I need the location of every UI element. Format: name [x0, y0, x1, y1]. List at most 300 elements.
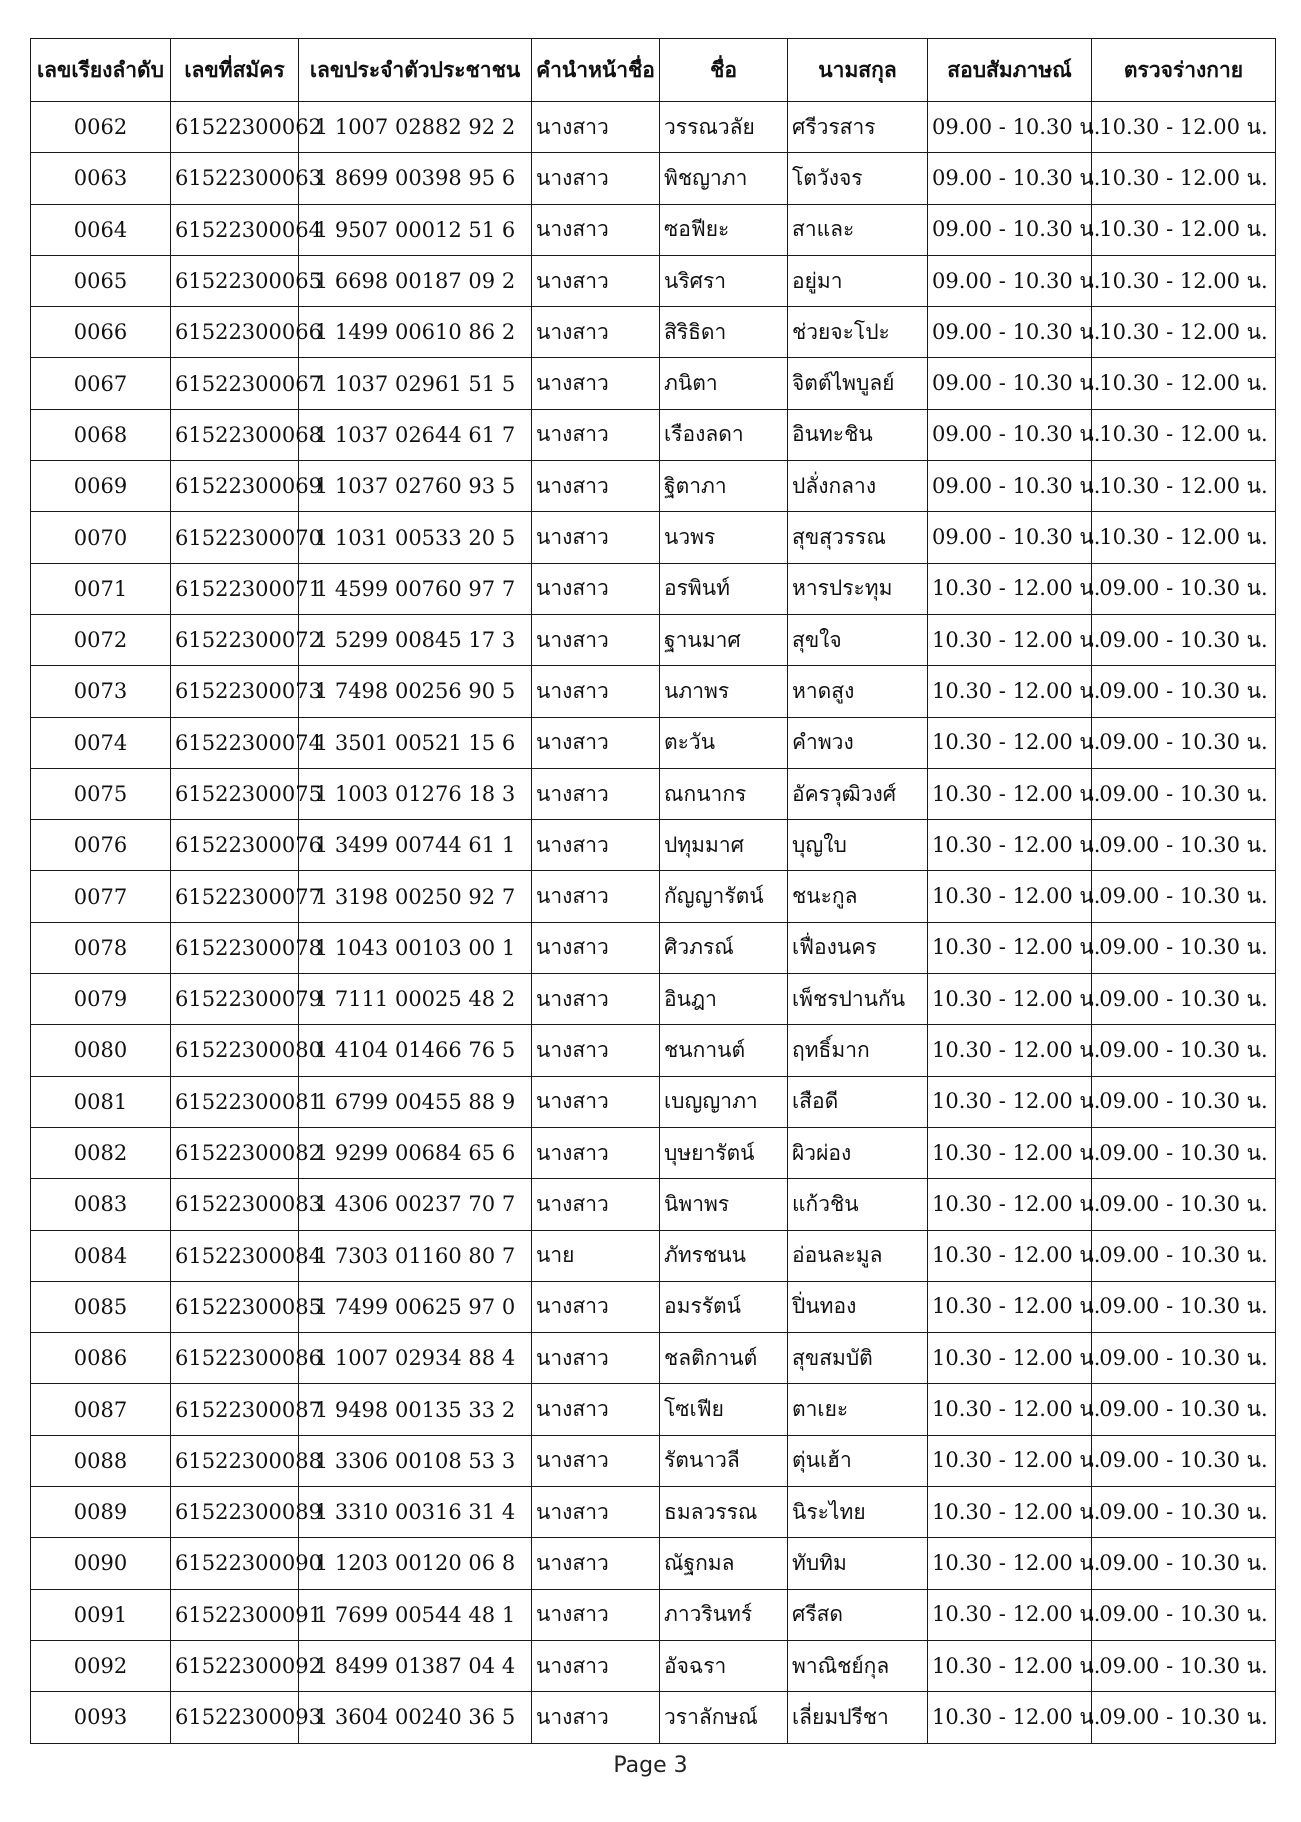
cell-physical-time: 09.00 - 10.30 น. — [1092, 871, 1276, 922]
cell-interview-time: 10.30 - 12.00 น. — [928, 1487, 1092, 1538]
cell-last-name: เพ็ชรปานกัน — [788, 974, 928, 1025]
cell-last-name: นิระไทย — [788, 1487, 928, 1538]
cell-national-id: 1 3306 00108 53 3 — [299, 1435, 532, 1486]
cell-physical-time: 10.30 - 12.00 น. — [1092, 461, 1276, 512]
cell-national-id: 1 7499 00625 97 0 — [299, 1281, 532, 1332]
cell-seq: 0072 — [31, 614, 171, 665]
cell-national-id: 1 1037 02760 93 5 — [299, 461, 532, 512]
cell-physical-time: 09.00 - 10.30 น. — [1092, 1487, 1276, 1538]
cell-title: นางสาว — [532, 1179, 660, 1230]
cell-interview-time: 10.30 - 12.00 น. — [928, 768, 1092, 819]
cell-national-id: 1 8699 00398 95 6 — [299, 153, 532, 204]
cell-title: นางสาว — [532, 871, 660, 922]
cell-seq: 0077 — [31, 871, 171, 922]
cell-physical-time: 09.00 - 10.30 น. — [1092, 974, 1276, 1025]
cell-app-no: 61522300085 — [171, 1281, 299, 1332]
cell-app-no: 61522300062 — [171, 102, 299, 153]
cell-app-no: 61522300079 — [171, 974, 299, 1025]
cell-title: นางสาว — [532, 1589, 660, 1640]
cell-first-name: ศิวภรณ์ — [660, 922, 788, 973]
cell-app-no: 61522300071 — [171, 563, 299, 614]
cell-first-name: อัจฉรา — [660, 1640, 788, 1691]
cell-seq: 0091 — [31, 1589, 171, 1640]
cell-national-id: 1 9507 00012 51 6 — [299, 204, 532, 255]
cell-title: นางสาว — [532, 102, 660, 153]
cell-first-name: ภัทรชนน — [660, 1230, 788, 1281]
table-row — [31, 461, 1276, 512]
cell-first-name: ปทุมมาศ — [660, 820, 788, 871]
cell-title: นางสาว — [532, 307, 660, 358]
table-row — [31, 922, 1276, 973]
cell-physical-time: 09.00 - 10.30 น. — [1092, 1025, 1276, 1076]
table-body — [31, 102, 1276, 1744]
cell-national-id: 1 3198 00250 92 7 — [299, 871, 532, 922]
cell-last-name: คำพวง — [788, 717, 928, 768]
cell-seq: 0087 — [31, 1384, 171, 1435]
cell-app-no: 61522300065 — [171, 255, 299, 306]
cell-seq: 0093 — [31, 1692, 171, 1743]
cell-title: นางสาว — [532, 204, 660, 255]
table-row — [31, 102, 1276, 153]
cell-first-name: กัญญารัตน์ — [660, 871, 788, 922]
cell-physical-time: 09.00 - 10.30 น. — [1092, 1692, 1276, 1743]
cell-title: นางสาว — [532, 255, 660, 306]
cell-interview-time: 10.30 - 12.00 น. — [928, 1127, 1092, 1178]
document-sheet — [30, 38, 1275, 1744]
cell-last-name: ทับทิม — [788, 1538, 928, 1589]
cell-app-no: 61522300073 — [171, 666, 299, 717]
cell-interview-time: 10.30 - 12.00 น. — [928, 563, 1092, 614]
header-national-id: เลขประจำตัวประชาชน — [299, 39, 532, 102]
cell-first-name: ธมลวรรณ — [660, 1487, 788, 1538]
cell-seq: 0069 — [31, 461, 171, 512]
cell-first-name: นริศรา — [660, 255, 788, 306]
table-row — [31, 307, 1276, 358]
cell-national-id: 1 7111 00025 48 2 — [299, 974, 532, 1025]
cell-last-name: ศรีวรสาร — [788, 102, 928, 153]
cell-title: นางสาว — [532, 820, 660, 871]
cell-seq: 0065 — [31, 255, 171, 306]
cell-app-no: 61522300063 — [171, 153, 299, 204]
cell-physical-time: 09.00 - 10.30 น. — [1092, 922, 1276, 973]
table-row — [31, 768, 1276, 819]
cell-seq: 0089 — [31, 1487, 171, 1538]
cell-last-name: ช่วยจะโปะ — [788, 307, 928, 358]
table-row — [31, 512, 1276, 563]
cell-title: นางสาว — [532, 666, 660, 717]
cell-title: นางสาว — [532, 1076, 660, 1127]
cell-app-no: 61522300069 — [171, 461, 299, 512]
cell-national-id: 1 8499 01387 04 4 — [299, 1640, 532, 1691]
cell-seq: 0081 — [31, 1076, 171, 1127]
cell-title: นางสาว — [532, 717, 660, 768]
cell-seq: 0062 — [31, 102, 171, 153]
table-row — [31, 1025, 1276, 1076]
cell-first-name: ซอฟียะ — [660, 204, 788, 255]
cell-app-no: 61522300078 — [171, 922, 299, 973]
cell-first-name: อินฎา — [660, 974, 788, 1025]
cell-seq: 0084 — [31, 1230, 171, 1281]
cell-interview-time: 09.00 - 10.30 น. — [928, 461, 1092, 512]
cell-last-name: อยู่มา — [788, 255, 928, 306]
cell-seq: 0066 — [31, 307, 171, 358]
cell-physical-time: 09.00 - 10.30 น. — [1092, 563, 1276, 614]
cell-app-no: 61522300080 — [171, 1025, 299, 1076]
cell-last-name: เลี่ยมปรีชา — [788, 1692, 928, 1743]
cell-physical-time: 09.00 - 10.30 น. — [1092, 1435, 1276, 1486]
cell-physical-time: 09.00 - 10.30 น. — [1092, 1640, 1276, 1691]
cell-interview-time: 09.00 - 10.30 น. — [928, 409, 1092, 460]
cell-last-name: หาดสูง — [788, 666, 928, 717]
cell-last-name: พาณิชย์กุล — [788, 1640, 928, 1691]
cell-seq: 0085 — [31, 1281, 171, 1332]
cell-physical-time: 09.00 - 10.30 น. — [1092, 1127, 1276, 1178]
cell-last-name: หารประทุม — [788, 563, 928, 614]
cell-interview-time: 09.00 - 10.30 น. — [928, 255, 1092, 306]
cell-app-no: 61522300093 — [171, 1692, 299, 1743]
cell-national-id: 1 1031 00533 20 5 — [299, 512, 532, 563]
table-row — [31, 871, 1276, 922]
cell-physical-time: 09.00 - 10.30 น. — [1092, 1589, 1276, 1640]
cell-seq: 0092 — [31, 1640, 171, 1691]
header-first-name: ชื่อ — [660, 39, 788, 102]
cell-national-id: 1 3501 00521 15 6 — [299, 717, 532, 768]
cell-app-no: 61522300082 — [171, 1127, 299, 1178]
table-row — [31, 409, 1276, 460]
cell-first-name: ณัฐกมล — [660, 1538, 788, 1589]
cell-national-id: 1 1499 00610 86 2 — [299, 307, 532, 358]
cell-physical-time: 10.30 - 12.00 น. — [1092, 204, 1276, 255]
cell-physical-time: 09.00 - 10.30 น. — [1092, 1230, 1276, 1281]
cell-national-id: 1 6698 00187 09 2 — [299, 255, 532, 306]
cell-first-name: ชนกานต์ — [660, 1025, 788, 1076]
cell-title: นางสาว — [532, 1025, 660, 1076]
cell-physical-time: 10.30 - 12.00 น. — [1092, 358, 1276, 409]
cell-physical-time: 09.00 - 10.30 น. — [1092, 717, 1276, 768]
cell-national-id: 1 1037 02644 61 7 — [299, 409, 532, 460]
table-row — [31, 204, 1276, 255]
cell-interview-time: 10.30 - 12.00 น. — [928, 820, 1092, 871]
cell-interview-time: 10.30 - 12.00 น. — [928, 1230, 1092, 1281]
cell-first-name: อรพินท์ — [660, 563, 788, 614]
cell-title: นางสาว — [532, 922, 660, 973]
cell-first-name: พิชญาภา — [660, 153, 788, 204]
cell-title: นางสาว — [532, 1435, 660, 1486]
table-row — [31, 1179, 1276, 1230]
cell-first-name: สิริธิดา — [660, 307, 788, 358]
cell-app-no: 61522300070 — [171, 512, 299, 563]
cell-interview-time: 10.30 - 12.00 น. — [928, 871, 1092, 922]
cell-national-id: 1 1043 00103 00 1 — [299, 922, 532, 973]
cell-app-no: 61522300075 — [171, 768, 299, 819]
cell-title: นางสาว — [532, 1640, 660, 1691]
cell-title: นางสาว — [532, 1692, 660, 1743]
cell-last-name: เสือดี — [788, 1076, 928, 1127]
cell-seq: 0073 — [31, 666, 171, 717]
table-row — [31, 1640, 1276, 1691]
cell-app-no: 61522300083 — [171, 1179, 299, 1230]
cell-last-name: จิตต์ไพบูลย์ — [788, 358, 928, 409]
cell-interview-time: 10.30 - 12.00 น. — [928, 974, 1092, 1025]
cell-first-name: ชลติกานต์ — [660, 1333, 788, 1384]
header-row — [31, 39, 1276, 102]
cell-app-no: 61522300084 — [171, 1230, 299, 1281]
cell-interview-time: 10.30 - 12.00 น. — [928, 1538, 1092, 1589]
cell-physical-time: 10.30 - 12.00 น. — [1092, 102, 1276, 153]
cell-seq: 0078 — [31, 922, 171, 973]
cell-first-name: ฐานมาศ — [660, 614, 788, 665]
cell-interview-time: 10.30 - 12.00 น. — [928, 1281, 1092, 1332]
table-row — [31, 1281, 1276, 1332]
cell-physical-time: 09.00 - 10.30 น. — [1092, 614, 1276, 665]
cell-app-no: 61522300074 — [171, 717, 299, 768]
table-row — [31, 563, 1276, 614]
cell-physical-time: 10.30 - 12.00 น. — [1092, 255, 1276, 306]
cell-app-no: 61522300090 — [171, 1538, 299, 1589]
cell-national-id: 1 3499 00744 61 1 — [299, 820, 532, 871]
header-interview: สอบสัมภาษณ์ — [928, 39, 1092, 102]
cell-first-name: ณกนากร — [660, 768, 788, 819]
cell-title: นางสาว — [532, 461, 660, 512]
cell-national-id: 1 7498 00256 90 5 — [299, 666, 532, 717]
cell-last-name: ตาเยะ — [788, 1384, 928, 1435]
header-seq: เลขเรียงลำดับ — [31, 39, 171, 102]
table-row — [31, 1384, 1276, 1435]
cell-interview-time: 09.00 - 10.30 น. — [928, 307, 1092, 358]
cell-title: นางสาว — [532, 358, 660, 409]
table-row — [31, 1487, 1276, 1538]
cell-seq: 0076 — [31, 820, 171, 871]
cell-app-no: 61522300091 — [171, 1589, 299, 1640]
cell-title: นางสาว — [532, 768, 660, 819]
cell-national-id: 1 3310 00316 31 4 — [299, 1487, 532, 1538]
cell-national-id: 1 1003 01276 18 3 — [299, 768, 532, 819]
cell-interview-time: 10.30 - 12.00 น. — [928, 717, 1092, 768]
cell-interview-time: 09.00 - 10.30 น. — [928, 153, 1092, 204]
cell-last-name: ตุ่นเฮ้า — [788, 1435, 928, 1486]
table-row — [31, 666, 1276, 717]
table-row — [31, 153, 1276, 204]
cell-first-name: เรืองลดา — [660, 409, 788, 460]
cell-interview-time: 10.30 - 12.00 น. — [928, 1025, 1092, 1076]
cell-seq: 0063 — [31, 153, 171, 204]
cell-physical-time: 10.30 - 12.00 น. — [1092, 153, 1276, 204]
cell-seq: 0082 — [31, 1127, 171, 1178]
cell-physical-time: 09.00 - 10.30 น. — [1092, 820, 1276, 871]
cell-title: นางสาว — [532, 1384, 660, 1435]
cell-national-id: 1 9299 00684 65 6 — [299, 1127, 532, 1178]
cell-app-no: 61522300064 — [171, 204, 299, 255]
table-header — [31, 39, 1276, 102]
cell-title: นางสาว — [532, 1538, 660, 1589]
cell-seq: 0070 — [31, 512, 171, 563]
cell-interview-time: 10.30 - 12.00 น. — [928, 1589, 1092, 1640]
cell-national-id: 1 1007 02934 88 4 — [299, 1333, 532, 1384]
header-physical: ตรวจร่างกาย — [1092, 39, 1276, 102]
cell-first-name: ฐิตาภา — [660, 461, 788, 512]
table-row — [31, 358, 1276, 409]
cell-interview-time: 09.00 - 10.30 น. — [928, 358, 1092, 409]
cell-national-id: 1 1037 02961 51 5 — [299, 358, 532, 409]
cell-interview-time: 10.30 - 12.00 น. — [928, 666, 1092, 717]
cell-last-name: ผิวผ่อง — [788, 1127, 928, 1178]
cell-interview-time: 10.30 - 12.00 น. — [928, 1384, 1092, 1435]
cell-national-id: 1 7699 00544 48 1 — [299, 1589, 532, 1640]
cell-seq: 0071 — [31, 563, 171, 614]
cell-last-name: เฟื่องนคร — [788, 922, 928, 973]
applicant-schedule-table — [30, 38, 1276, 1744]
cell-last-name: อินทะชิน — [788, 409, 928, 460]
cell-last-name: ศรีสด — [788, 1589, 928, 1640]
cell-title: นางสาว — [532, 1487, 660, 1538]
cell-first-name: ภาวรินทร์ — [660, 1589, 788, 1640]
cell-seq: 0068 — [31, 409, 171, 460]
cell-seq: 0064 — [31, 204, 171, 255]
cell-interview-time: 10.30 - 12.00 น. — [928, 614, 1092, 665]
cell-app-no: 61522300088 — [171, 1435, 299, 1486]
cell-title: นางสาว — [532, 153, 660, 204]
table-row — [31, 1435, 1276, 1486]
cell-interview-time: 09.00 - 10.30 น. — [928, 512, 1092, 563]
cell-first-name: บุษยารัตน์ — [660, 1127, 788, 1178]
page-number: Page 3 — [613, 1753, 688, 1778]
table-row — [31, 974, 1276, 1025]
cell-first-name: นวพร — [660, 512, 788, 563]
cell-first-name: นภาพร — [660, 666, 788, 717]
table-row — [31, 1589, 1276, 1640]
cell-interview-time: 10.30 - 12.00 น. — [928, 1435, 1092, 1486]
cell-last-name: สุขสมบัติ — [788, 1333, 928, 1384]
cell-interview-time: 10.30 - 12.00 น. — [928, 1640, 1092, 1691]
cell-app-no: 61522300067 — [171, 358, 299, 409]
cell-interview-time: 10.30 - 12.00 น. — [928, 1179, 1092, 1230]
cell-national-id: 1 1007 02882 92 2 — [299, 102, 532, 153]
cell-last-name: ปลั่งกลาง — [788, 461, 928, 512]
cell-physical-time: 09.00 - 10.30 น. — [1092, 1538, 1276, 1589]
cell-interview-time: 10.30 - 12.00 น. — [928, 1692, 1092, 1743]
cell-seq: 0080 — [31, 1025, 171, 1076]
table-row — [31, 614, 1276, 665]
cell-last-name: อัครวุฒิวงศ์ — [788, 768, 928, 819]
cell-app-no: 61522300076 — [171, 820, 299, 871]
cell-first-name: นิพาพร — [660, 1179, 788, 1230]
cell-last-name: สุขใจ — [788, 614, 928, 665]
cell-physical-time: 09.00 - 10.30 น. — [1092, 1179, 1276, 1230]
cell-last-name: สาและ — [788, 204, 928, 255]
cell-last-name: ปิ่นทอง — [788, 1281, 928, 1332]
cell-app-no: 61522300087 — [171, 1384, 299, 1435]
cell-seq: 0067 — [31, 358, 171, 409]
cell-last-name: โตวังจร — [788, 153, 928, 204]
header-last-name: นามสกุล — [788, 39, 928, 102]
cell-app-no: 61522300081 — [171, 1076, 299, 1127]
cell-first-name: โซเฟีย — [660, 1384, 788, 1435]
cell-last-name: ชนะกูล — [788, 871, 928, 922]
cell-last-name: บุญใบ — [788, 820, 928, 871]
cell-seq: 0074 — [31, 717, 171, 768]
table-row — [31, 1076, 1276, 1127]
cell-physical-time: 10.30 - 12.00 น. — [1092, 409, 1276, 460]
cell-national-id: 1 4599 00760 97 7 — [299, 563, 532, 614]
cell-physical-time: 09.00 - 10.30 น. — [1092, 1384, 1276, 1435]
cell-interview-time: 09.00 - 10.30 น. — [928, 204, 1092, 255]
cell-app-no: 61522300072 — [171, 614, 299, 665]
cell-national-id: 1 6799 00455 88 9 — [299, 1076, 532, 1127]
cell-app-no: 61522300066 — [171, 307, 299, 358]
table-row — [31, 1692, 1276, 1743]
cell-app-no: 61522300086 — [171, 1333, 299, 1384]
cell-last-name: ฤทธิ์มาก — [788, 1025, 928, 1076]
table-row — [31, 1333, 1276, 1384]
cell-national-id: 1 4104 01466 76 5 — [299, 1025, 532, 1076]
cell-title: นางสาว — [532, 512, 660, 563]
cell-interview-time: 09.00 - 10.30 น. — [928, 102, 1092, 153]
cell-app-no: 61522300077 — [171, 871, 299, 922]
cell-last-name: แก้วชิน — [788, 1179, 928, 1230]
cell-first-name: รัตนาวลี — [660, 1435, 788, 1486]
cell-title: นางสาว — [532, 409, 660, 460]
cell-seq: 0090 — [31, 1538, 171, 1589]
cell-seq: 0083 — [31, 1179, 171, 1230]
cell-title: นางสาว — [532, 1127, 660, 1178]
cell-physical-time: 09.00 - 10.30 น. — [1092, 1333, 1276, 1384]
cell-seq: 0088 — [31, 1435, 171, 1486]
cell-physical-time: 10.30 - 12.00 น. — [1092, 307, 1276, 358]
cell-title: นางสาว — [532, 614, 660, 665]
cell-last-name: สุขสุวรรณ — [788, 512, 928, 563]
cell-last-name: อ่อนละมูล — [788, 1230, 928, 1281]
table-row — [31, 1127, 1276, 1178]
cell-physical-time: 09.00 - 10.30 น. — [1092, 768, 1276, 819]
table-row — [31, 255, 1276, 306]
table-row — [31, 820, 1276, 871]
cell-national-id: 1 1203 00120 06 8 — [299, 1538, 532, 1589]
cell-interview-time: 10.30 - 12.00 น. — [928, 922, 1092, 973]
cell-title: นางสาว — [532, 1281, 660, 1332]
cell-title: นางสาว — [532, 1333, 660, 1384]
cell-app-no: 61522300092 — [171, 1640, 299, 1691]
table-row — [31, 717, 1276, 768]
cell-app-no: 61522300068 — [171, 409, 299, 460]
header-title: คำนำหน้าชื่อ — [532, 39, 660, 102]
cell-national-id: 1 4306 00237 70 7 — [299, 1179, 532, 1230]
cell-seq: 0086 — [31, 1333, 171, 1384]
cell-physical-time: 09.00 - 10.30 น. — [1092, 1281, 1276, 1332]
cell-national-id: 1 5299 00845 17 3 — [299, 614, 532, 665]
cell-first-name: เบญญาภา — [660, 1076, 788, 1127]
cell-interview-time: 10.30 - 12.00 น. — [928, 1076, 1092, 1127]
cell-physical-time: 10.30 - 12.00 น. — [1092, 512, 1276, 563]
cell-first-name: ตะวัน — [660, 717, 788, 768]
cell-physical-time: 09.00 - 10.30 น. — [1092, 1076, 1276, 1127]
table-row — [31, 1538, 1276, 1589]
cell-interview-time: 10.30 - 12.00 น. — [928, 1333, 1092, 1384]
cell-title: นางสาว — [532, 563, 660, 614]
cell-app-no: 61522300089 — [171, 1487, 299, 1538]
cell-national-id: 1 9498 00135 33 2 — [299, 1384, 532, 1435]
table-row — [31, 1230, 1276, 1281]
cell-first-name: วราลักษณ์ — [660, 1692, 788, 1743]
cell-title: นาย — [532, 1230, 660, 1281]
cell-seq: 0079 — [31, 974, 171, 1025]
cell-national-id: 1 3604 00240 36 5 — [299, 1692, 532, 1743]
cell-first-name: วรรณวลัย — [660, 102, 788, 153]
cell-physical-time: 09.00 - 10.30 น. — [1092, 666, 1276, 717]
cell-first-name: ภนิตา — [660, 358, 788, 409]
cell-first-name: อมรรัตน์ — [660, 1281, 788, 1332]
header-app-no: เลขที่สมัคร — [171, 39, 299, 102]
cell-seq: 0075 — [31, 768, 171, 819]
